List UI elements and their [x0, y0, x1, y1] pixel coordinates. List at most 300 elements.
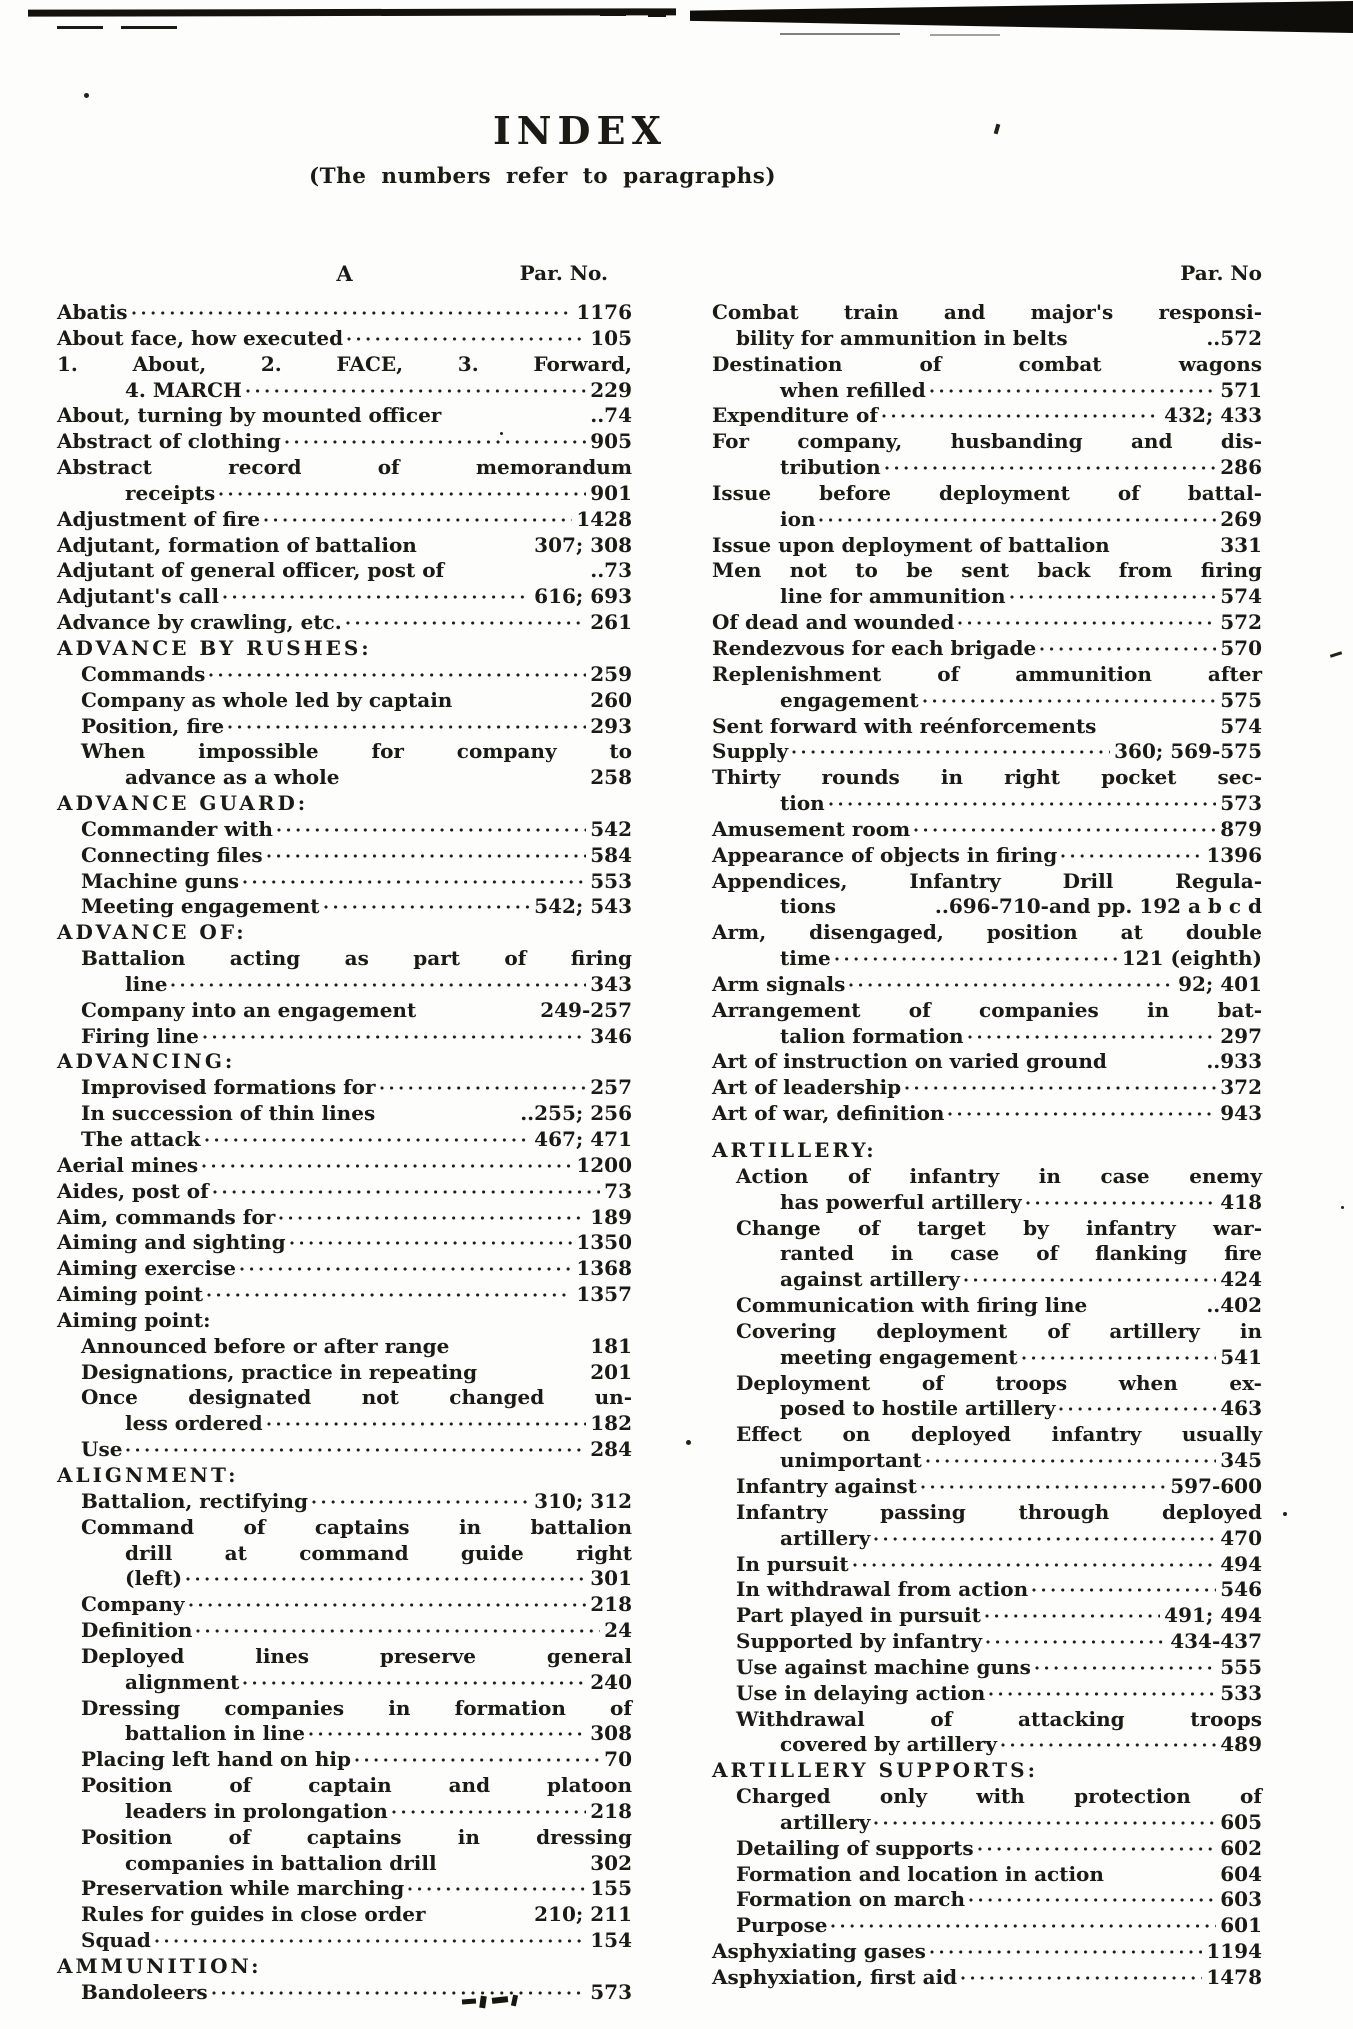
paragraph-number: 181: [590, 1333, 632, 1358]
index-entry-line: [712, 1577, 1262, 1603]
paragraph-number: 1176: [576, 300, 632, 324]
index-entry-line: Action of infantry in case enemy: [736, 1163, 1262, 1188]
entry-text: Purpose: [736, 1913, 828, 1938]
index-entry-line: Destination of combat wagons: [712, 351, 1262, 376]
index-entry-line: [712, 1448, 1262, 1474]
paragraph-number: 432; 433: [1164, 403, 1262, 428]
entry-text: artillery: [780, 1525, 871, 1550]
paragraph-number: 1350: [576, 1230, 632, 1255]
paragraph-number: 1396: [1206, 842, 1262, 867]
index-entry-line: [712, 584, 1262, 610]
scan-dash: [930, 34, 1000, 36]
scan-top-rule-left: [28, 8, 676, 16]
index-entry-line: [57, 1721, 632, 1747]
entry-text: tion: [780, 791, 825, 816]
index-entry-line: [57, 817, 632, 843]
index-entry-line: [57, 378, 632, 404]
entry-text: Commands: [81, 661, 206, 686]
index-entry-line: Arm, disengaged, position at double: [712, 920, 1262, 945]
paragraph-number: 24: [604, 1618, 632, 1643]
index-entry-line: [57, 1799, 632, 1825]
entry-text: In succession of thin lines: [81, 1101, 376, 1126]
entry-text: companies in battalion drill: [125, 1850, 437, 1875]
index-section-header: AMMUNITION:: [57, 1954, 262, 1978]
index-entry-line: Position of captains in dressing: [81, 1824, 632, 1849]
index-entry-line: [57, 1230, 632, 1256]
index-entry-line: Aiming point:: [57, 1307, 211, 1332]
paragraph-number: 331: [1220, 532, 1262, 557]
index-entry-line: [57, 403, 632, 429]
index-entry-line: [57, 765, 632, 791]
scan-dash: [780, 33, 900, 35]
paragraph-number: 541: [1220, 1344, 1262, 1369]
paragraph-number: 182: [590, 1411, 632, 1436]
index-entry-line: [712, 1887, 1262, 1913]
paragraph-number: 418: [1220, 1189, 1262, 1214]
entry-text: covered by artillery: [780, 1732, 998, 1757]
paragraph-number: 284: [590, 1437, 632, 1462]
index-entry-line: [712, 817, 1262, 843]
paragraph-number: 73: [604, 1178, 632, 1203]
scan-speck: [686, 1440, 691, 1445]
index-entry-line: [712, 1267, 1262, 1293]
index-entry-line: [57, 429, 632, 455]
paragraph-number: 489: [1220, 1732, 1262, 1757]
index-entry-line: [712, 507, 1262, 533]
index-entry-line: [57, 1256, 632, 1282]
index-entry-line: [57, 1334, 632, 1360]
paragraph-number: 189: [590, 1204, 632, 1229]
entry-text: Preservation while marching: [81, 1876, 405, 1901]
index-entry-line: [57, 843, 632, 869]
index-entry-line: [712, 843, 1262, 869]
entry-text: Aiming point: [57, 1282, 204, 1307]
index-entry-line: [712, 1655, 1262, 1681]
paragraph-number: 601: [1220, 1913, 1262, 1938]
entry-text: Asphyxiating gases: [712, 1939, 926, 1964]
index-entry-line: Covering deployment of artillery in: [736, 1318, 1262, 1343]
entry-text: ion: [780, 506, 816, 531]
paragraph-number: 542; 543: [534, 894, 632, 919]
index-entry-line: [57, 894, 632, 920]
paragraph-number: 155: [590, 1876, 632, 1901]
index-section-header: ARTILLERY:: [712, 1138, 877, 1162]
paragraph-number: 597-600: [1170, 1473, 1262, 1498]
index-entry-line: [57, 1153, 632, 1179]
entry-text: Adjutant's call: [57, 584, 219, 609]
paragraph-number: ..255; 256: [520, 1101, 632, 1126]
entry-text: Art of leadership: [712, 1075, 902, 1100]
entry-text: Aim, commands for: [57, 1204, 276, 1229]
index-entry-line: [712, 1474, 1262, 1500]
index-entry-line: Thirty rounds in right pocket sec-: [712, 765, 1262, 790]
entry-text: Appearance of objects in firing: [712, 842, 1058, 867]
entry-text: leaders in prolongation: [125, 1798, 388, 1823]
paragraph-number: 343: [590, 971, 632, 996]
index-entry-line: [57, 1928, 632, 1954]
entry-text: Formation and location in action: [736, 1861, 1104, 1886]
index-entry-line: Effect on deployed infantry usually: [736, 1422, 1262, 1447]
index-entry-line: [712, 1552, 1262, 1578]
entry-text: Battalion, rectifying: [81, 1488, 308, 1513]
index-entry-line: [57, 507, 632, 533]
entry-text: About, turning by mounted officer: [57, 403, 442, 428]
entry-text: Formation on march: [736, 1887, 966, 1912]
paragraph-number: 302: [590, 1850, 632, 1875]
index-entry-line: [712, 1681, 1262, 1707]
entry-text: Company as whole led by captain: [81, 687, 453, 712]
index-entry-line: [57, 584, 632, 610]
index-entry-line: Arrangement of companies in bat-: [712, 997, 1262, 1022]
scan-top-rule-dash: [600, 12, 626, 16]
paragraph-number: 269: [1220, 506, 1262, 531]
paragraph-number: 905: [590, 429, 632, 454]
paragraph-number: 553: [590, 868, 632, 893]
index-entry-line: [712, 1049, 1262, 1075]
index-entry-line: [712, 946, 1262, 972]
paragraph-number: 210; 211: [534, 1902, 632, 1927]
index-entry-line: [712, 739, 1262, 765]
paragraph-number: 1194: [1206, 1939, 1262, 1964]
index-entry-line: [57, 1566, 632, 1592]
index-entry-line: [712, 403, 1262, 429]
entry-text: Use in delaying action: [736, 1680, 986, 1705]
index-entry-line: [712, 1024, 1262, 1050]
paragraph-number: ..933: [1206, 1049, 1262, 1074]
paragraph-number: 604: [1220, 1861, 1262, 1886]
index-entry-line: Once designated not changed un-: [81, 1385, 632, 1410]
index-entry-line: [712, 1939, 1262, 1965]
paragraph-number: ..73: [590, 558, 632, 583]
entry-text: Supply: [712, 739, 789, 764]
entry-text: Connecting files: [81, 842, 263, 867]
paragraph-number: 616; 693: [534, 584, 632, 609]
entry-text: Adjustment of fire: [57, 506, 261, 531]
scan-speck: [1283, 1512, 1287, 1516]
paragraph-number: 360; 569-575: [1114, 739, 1262, 764]
index-entry-line: [712, 1101, 1262, 1127]
entry-text: unimportant: [780, 1448, 922, 1473]
index-entry-line: [57, 326, 632, 352]
index-entry-line: drill at command guide right: [125, 1540, 632, 1565]
page-subtitle: (The numbers refer to paragraphs): [308, 164, 777, 189]
entry-text: Aides, post of: [57, 1178, 209, 1203]
index-entry-line: [712, 636, 1262, 662]
paragraph-number: 92; 401: [1178, 971, 1262, 996]
entry-text: Commander with: [81, 816, 273, 841]
entry-text: line for ammunition: [780, 584, 1006, 609]
entry-text: Art of war, definition: [712, 1101, 945, 1126]
right-par-no-heading: Par. No: [1180, 261, 1262, 285]
index-entry-line: [712, 326, 1262, 352]
index-entry-line: [57, 662, 632, 688]
index-entry-line: [712, 1810, 1262, 1836]
index-entry-line: [57, 1127, 632, 1153]
paragraph-number: ..572: [1206, 325, 1262, 350]
scan-dash: [121, 26, 177, 29]
entry-text: (left): [125, 1566, 183, 1591]
index-entry-line: [57, 1980, 632, 2006]
scan-speck: [1341, 1206, 1344, 1209]
entry-text: time: [780, 946, 831, 971]
entry-text: Meeting engagement: [81, 894, 320, 919]
entry-text: tions: [780, 894, 836, 919]
index-entry-line: Men not to be sent back from firing: [712, 558, 1262, 583]
index-entry-line: [57, 1360, 632, 1386]
paragraph-number: 463: [1220, 1396, 1262, 1421]
paragraph-number: 467; 471: [534, 1127, 632, 1151]
entry-text: Communication with firing line: [736, 1293, 1088, 1318]
paragraph-number: 201: [590, 1359, 632, 1384]
left-column-header-row: [57, 261, 632, 287]
paragraph-number: 546: [1220, 1577, 1262, 1602]
paragraph-number: ..402: [1206, 1293, 1262, 1318]
paragraph-number: 345: [1220, 1448, 1262, 1473]
index-entry-line: [712, 1732, 1262, 1758]
paragraph-number: 372: [1220, 1075, 1262, 1100]
page-title: INDEX: [493, 108, 667, 153]
paragraph-number: 573: [1220, 791, 1262, 816]
entry-text: Definition: [81, 1618, 193, 1643]
paragraph-number: 257: [590, 1075, 632, 1100]
index-section-header: ALIGNMENT:: [57, 1462, 239, 1487]
paragraph-number: 105: [590, 325, 632, 350]
entry-text: Amusement room: [712, 816, 911, 841]
entry-text: posed to hostile artillery: [780, 1396, 1056, 1421]
paragraph-number: 555: [1220, 1654, 1262, 1679]
paragraph-number: 308: [590, 1721, 632, 1746]
index-entry-line: ranted in case of flanking fire: [780, 1241, 1262, 1266]
entry-text: Improvised formations for: [81, 1075, 376, 1100]
paragraph-number: 1478: [1206, 1965, 1262, 1989]
entry-text: Of dead and wounded: [712, 610, 955, 635]
entry-text: Advance by crawling, etc.: [57, 610, 342, 635]
scan-dash: [57, 26, 103, 29]
entry-text: Abatis: [57, 300, 128, 324]
paragraph-number: 293: [590, 713, 632, 738]
entry-text: Announced before or after range: [81, 1333, 450, 1358]
entry-text: engagement: [780, 687, 919, 712]
paragraph-number: 258: [590, 765, 632, 790]
paragraph-number: 154: [590, 1928, 632, 1953]
entry-text: alignment: [125, 1669, 240, 1694]
index-entry-line: [57, 1101, 632, 1127]
index-entry-line: [57, 1902, 632, 1928]
entry-text: talion formation: [780, 1023, 964, 1048]
index-entry-line: [712, 1075, 1262, 1101]
entry-text: has powerful artillery: [780, 1189, 1022, 1214]
index-entry-line: [57, 1179, 632, 1205]
paragraph-number: 240: [590, 1669, 632, 1694]
index-entry-line: [57, 1592, 632, 1618]
index-entry-line: Deployment of troops when ex-: [736, 1370, 1262, 1395]
index-entry-line: [57, 1024, 632, 1050]
index-entry-line: [57, 688, 632, 714]
index-entry-line: [57, 558, 632, 584]
entry-text: less ordered: [125, 1411, 263, 1436]
entry-text: Aiming and sighting: [57, 1230, 286, 1255]
index-entry-line: Command of captains in battalion: [81, 1514, 632, 1539]
index-section-header: ADVANCING:: [57, 1049, 236, 1074]
index-entry-line: [57, 1489, 632, 1515]
entry-text: Rendezvous for each brigade: [712, 635, 1037, 660]
index-section-header: ARTILLERY SUPPORTS:: [712, 1758, 1039, 1783]
index-entry-line: Abstract record of memorandum: [57, 455, 632, 480]
index-entry-line: Position of captain and platoon: [81, 1773, 632, 1798]
index-entry-line: Appendices, Infantry Drill Regula-: [712, 868, 1262, 893]
index-entry-line: [712, 1526, 1262, 1552]
paragraph-number: 879: [1220, 816, 1262, 841]
entry-text: Supported by infantry: [736, 1629, 982, 1654]
scan-top-rule-right: [690, 1, 1353, 33]
index-entry-line: [57, 1411, 632, 1437]
paragraph-number: 470: [1220, 1525, 1262, 1550]
index-entry-line: Combat train and major's responsi-: [712, 300, 1262, 324]
paragraph-number: 297: [1220, 1023, 1262, 1048]
index-entry-line: [57, 1282, 632, 1308]
index-entry-line: [712, 688, 1262, 714]
paragraph-number: 602: [1220, 1835, 1262, 1860]
entry-text: Arm signals: [712, 971, 846, 996]
index-entry-line: Issue before deployment of battal-: [712, 480, 1262, 505]
paragraph-number: 70: [604, 1747, 632, 1772]
entry-text: meeting engagement: [780, 1344, 1018, 1369]
paragraph-number: ..696-710-and pp. 192 a b c d: [934, 894, 1262, 919]
entry-text: Issue upon deployment of battalion: [712, 532, 1110, 557]
index-entry-line: [712, 714, 1262, 740]
entry-text: Detailing of supports: [736, 1835, 974, 1860]
entry-text: Machine guns: [81, 868, 239, 893]
scan-top-rule-dash: [648, 13, 666, 17]
scan-speck: [1330, 651, 1342, 658]
index-entry-line: [712, 1293, 1262, 1319]
entry-text: Aerial mines: [57, 1152, 199, 1177]
index-entry-line: [57, 1075, 632, 1101]
index-entry-line: [57, 610, 632, 636]
index-entry-line: Replenishment of ammunition after: [712, 661, 1262, 686]
entry-text: Firing line: [81, 1023, 199, 1048]
entry-text: Company into an engagement: [81, 997, 417, 1022]
index-section-header: ADVANCE BY RUSHES:: [57, 635, 372, 660]
paragraph-number: 301: [590, 1566, 632, 1591]
paragraph-number: 584: [590, 842, 632, 867]
entry-text: Use: [81, 1437, 123, 1462]
index-entry-line: When impossible for company to: [81, 739, 632, 764]
entry-text: Asphyxiation, first aid: [712, 1965, 958, 1989]
entry-text: Infantry against: [736, 1473, 917, 1498]
entry-text: 4. MARCH: [125, 377, 242, 402]
index-entry-line: [57, 1618, 632, 1644]
entry-text: Expenditure of: [712, 403, 878, 428]
index-entry-line: [57, 1747, 632, 1773]
paragraph-number: 901: [590, 480, 632, 505]
paragraph-number: 494: [1220, 1551, 1262, 1576]
entry-text: In pursuit: [736, 1551, 849, 1576]
index-entry-line: 1. About, 2. FACE, 3. Forward,: [57, 351, 632, 376]
entry-text: advance as a whole: [125, 765, 340, 790]
index-entry-line: [57, 1670, 632, 1696]
entry-text: About face, how executed: [57, 325, 344, 350]
entry-text: tribution: [780, 455, 881, 480]
index-entry-line: [712, 1396, 1262, 1422]
entry-text: Part played in pursuit: [736, 1603, 981, 1628]
index-entry-line: [57, 1205, 632, 1231]
paragraph-number: ..74: [590, 403, 632, 428]
index-entry-line: Dressing companies in formation of: [81, 1695, 632, 1720]
index-entry-line: [712, 610, 1262, 636]
index-entry-line: [712, 1345, 1262, 1371]
entry-text: when refilled: [780, 377, 926, 402]
index-entry-line: [712, 972, 1262, 998]
entry-text: Sent forward with reénforcements: [712, 713, 1097, 738]
scan-speck: [84, 93, 89, 98]
entry-text: line: [125, 971, 168, 996]
paragraph-number: 1368: [576, 1256, 632, 1281]
entry-text: bility for ammunition in belts: [736, 325, 1068, 350]
paragraph-number: 573: [590, 1979, 632, 2004]
index-entry-line: [712, 533, 1262, 559]
index-entry-line: [712, 1862, 1262, 1888]
paragraph-number: 260: [590, 687, 632, 712]
index-entry-line: [57, 533, 632, 559]
index-entry-line: Deployed lines preserve general: [81, 1643, 632, 1668]
paragraph-number: 121 (eighth): [1121, 946, 1262, 971]
entry-text: In withdrawal from action: [736, 1577, 1029, 1602]
entry-text: The attack: [81, 1127, 201, 1151]
paragraph-number: 218: [590, 1798, 632, 1823]
index-entry-line: [712, 1190, 1262, 1216]
index-entry-line: [712, 1836, 1262, 1862]
paragraph-number: 571: [1220, 377, 1262, 402]
index-entry-line: Infantry passing through deployed: [736, 1499, 1262, 1524]
entry-text: Position, fire: [81, 713, 225, 738]
paragraph-number: 1428: [576, 506, 632, 531]
entry-text: battalion in line: [125, 1721, 305, 1746]
index-entry-line: Withdrawal of attacking troops: [736, 1706, 1262, 1731]
index-section-header: ADVANCE OF:: [57, 920, 247, 945]
entry-text: Abstract of clothing: [57, 429, 281, 454]
paragraph-number: 346: [590, 1023, 632, 1048]
paragraph-number: 261: [590, 610, 632, 635]
index-entry-line: [712, 455, 1262, 481]
index-entry-line: [57, 300, 632, 326]
entry-text: Rules for guides in close order: [81, 1902, 426, 1927]
paragraph-number: 229: [590, 377, 632, 402]
index-entry-line: [57, 481, 632, 507]
index-entry-line: [712, 1913, 1262, 1939]
index-entry-line: [712, 1965, 1262, 1991]
paragraph-number: 1357: [576, 1282, 632, 1307]
index-entry-line: [712, 378, 1262, 404]
paragraph-number: 542: [590, 816, 632, 841]
index-entry-line: [57, 1437, 632, 1463]
index-entry-line: [57, 714, 632, 740]
entry-text: artillery: [780, 1809, 871, 1834]
left-par-no-heading: Par. No.: [519, 261, 608, 285]
paragraph-number: 572: [1220, 610, 1262, 635]
paragraph-number: 434-437: [1170, 1629, 1262, 1654]
index-section-header: ADVANCE GUARD:: [57, 791, 309, 816]
index-left-column: [57, 300, 632, 2006]
paragraph-number: 533: [1220, 1680, 1262, 1705]
index-entry-line: Charged only with protection of: [736, 1784, 1262, 1809]
section-letter-heading: A: [336, 261, 353, 286]
paragraph-number: 249-257: [540, 997, 632, 1022]
paragraph-number: 218: [590, 1592, 632, 1617]
paragraph-number: 491; 494: [1164, 1603, 1262, 1628]
entry-text: Company: [81, 1592, 185, 1617]
paragraph-number: 575: [1220, 687, 1262, 712]
